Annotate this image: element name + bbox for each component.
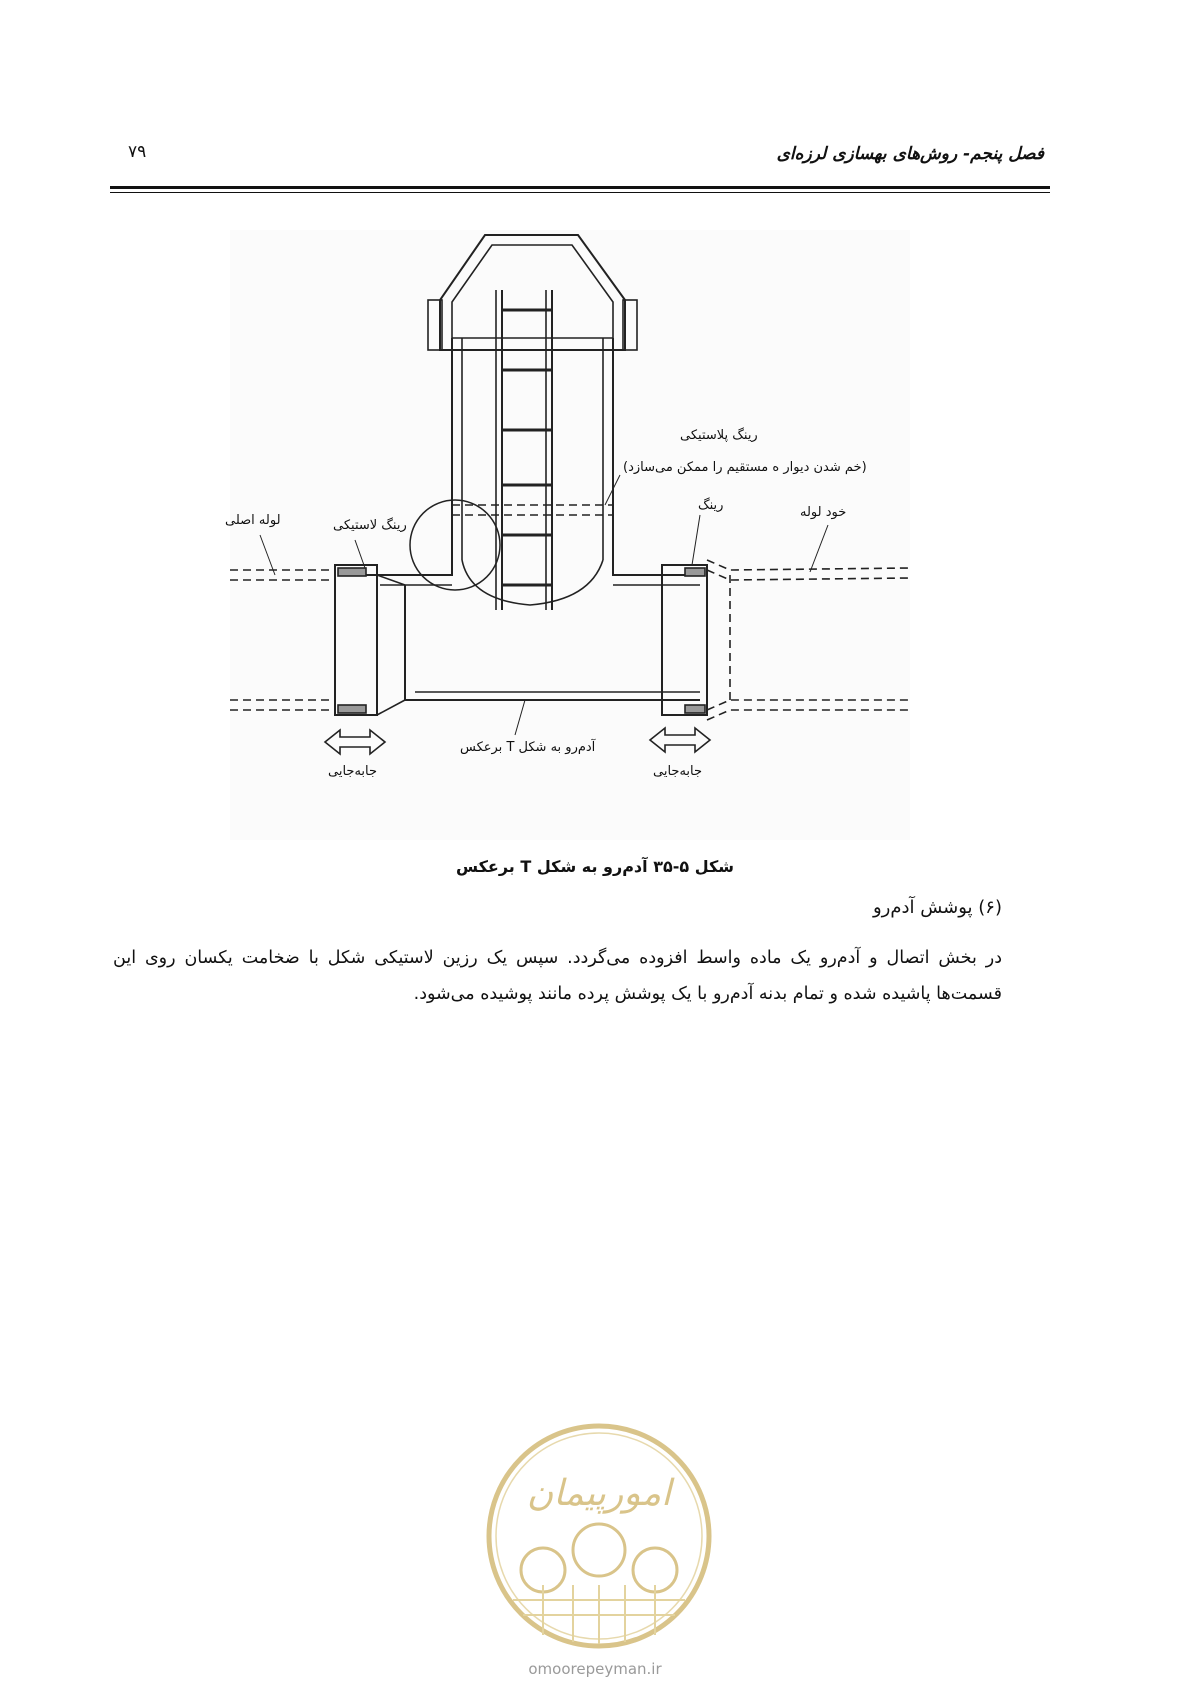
figure-caption: شکل ۵-۳۵ آدم‌رو به شکل T برعکس	[455, 857, 735, 876]
watermark-logo	[483, 1420, 715, 1652]
logo-seal-icon	[483, 1420, 715, 1652]
label-displacement-right: جابه‌جایی	[653, 764, 703, 779]
body-paragraph: در بخش اتصال و آدم‌رو یک ماده واسط افزوده می‌گردد. سپس یک رزین لاستیکی شکل با ضخامت یکسان روی این قسمت‌ها پاشیده شده و تمام بدنه آدم‌رو با یک پوشش پرده مانند پوشیده می‌شود.	[113, 948, 1002, 1004]
label-manhole-t: آدم‌رو به شکل T برعکس	[460, 740, 596, 755]
label-plastic-ring: رینگ پلاستیکی	[680, 428, 758, 443]
svg-text:امورپیمان: امورپیمان	[526, 1473, 672, 1514]
header-rule-thin	[110, 192, 1050, 193]
page-number: ۷۹	[128, 142, 147, 162]
label-plastic-ring-note: (خم شدن دیوار ه مستقیم را ممکن می‌سازد)	[623, 460, 867, 475]
watermark-url: omoorepeyman.ir	[528, 1660, 662, 1678]
label-main-pipe: لوله اصلی	[225, 513, 281, 528]
label-pipe-itself: خود لوله	[800, 505, 847, 520]
header-rule	[110, 186, 1050, 189]
section-heading: (۶) پوشش آدم‌رو	[872, 897, 1002, 918]
label-ring: رینگ	[698, 498, 724, 513]
label-rubber-ring: رینگ لاستیکی	[333, 518, 407, 533]
manhole-figure	[225, 230, 910, 840]
chapter-title: فصل پنجم- روش‌های بهسازی لرزه‌ای	[776, 144, 1044, 164]
label-displacement-left: جابه‌جایی	[328, 764, 378, 779]
